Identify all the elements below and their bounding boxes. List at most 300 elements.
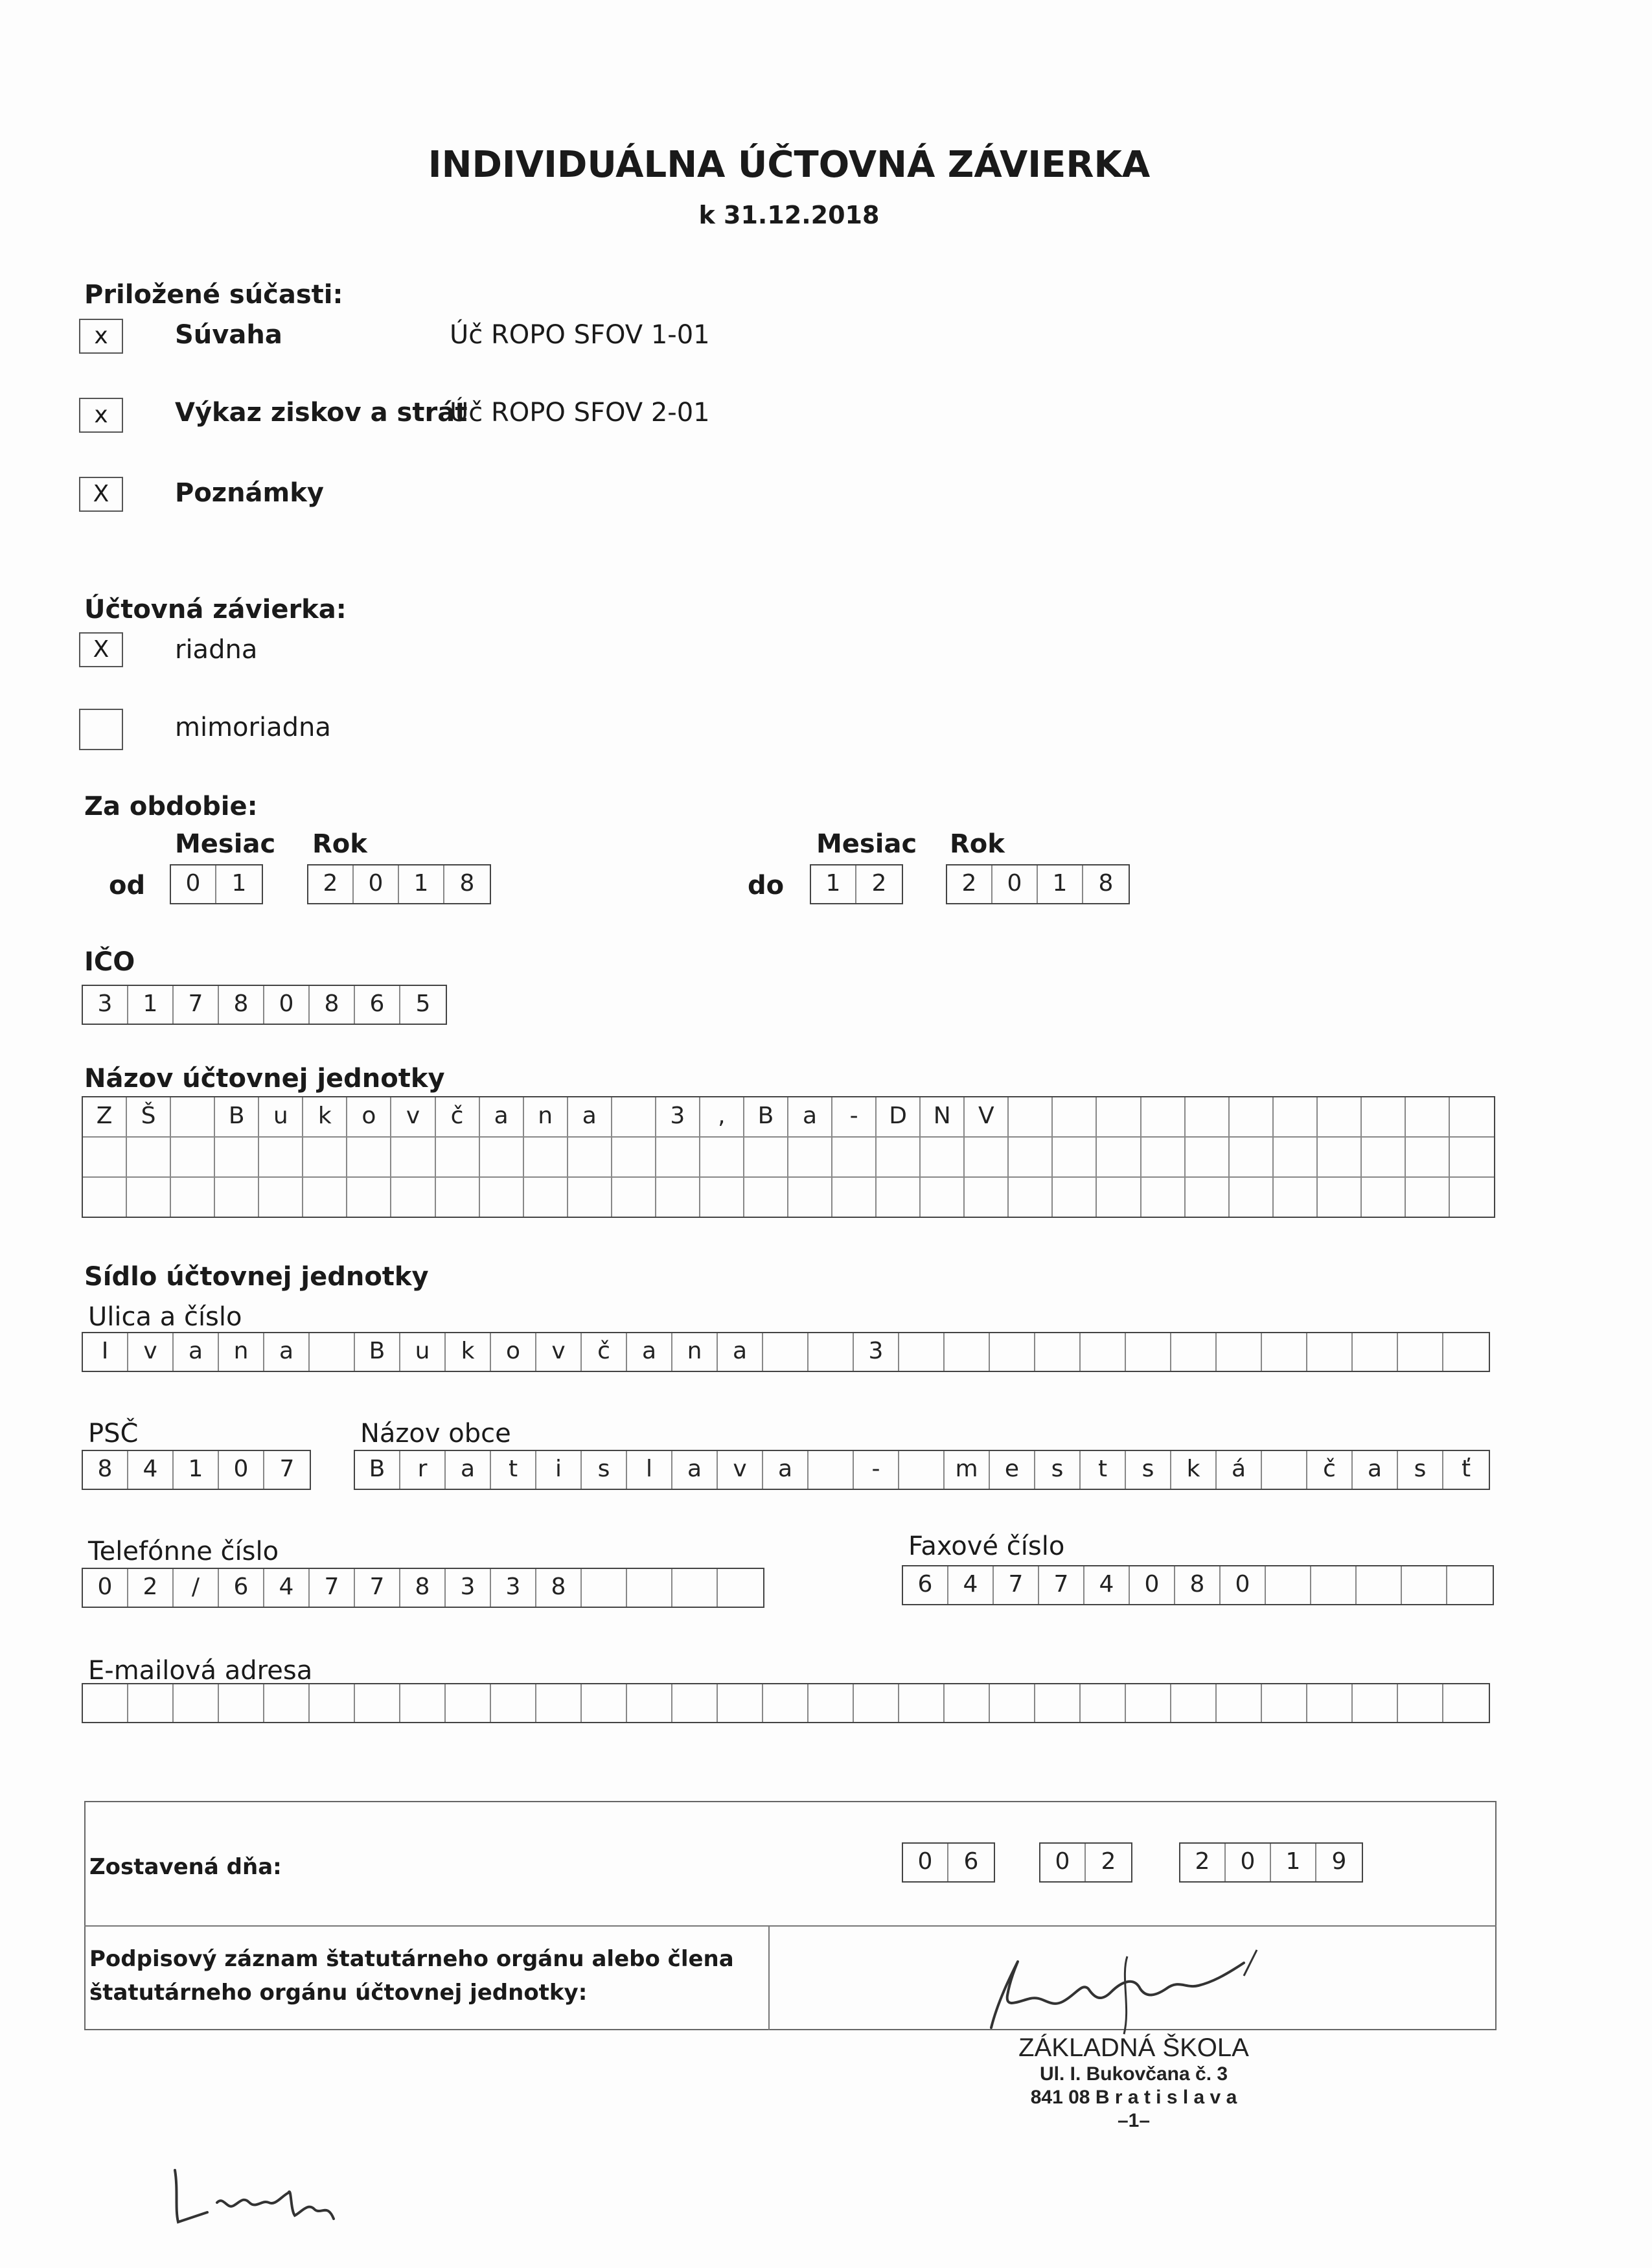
attachment-balance-label: Súvaha	[175, 320, 282, 350]
entity-name-row	[83, 1097, 1494, 1138]
char-cell	[1262, 1684, 1307, 1722]
from-month-field[interactable]	[170, 864, 263, 904]
char-cell	[1097, 1138, 1141, 1176]
psc-field[interactable]	[82, 1450, 311, 1490]
char-cell: 4	[264, 1569, 310, 1607]
char-cell	[1353, 1684, 1398, 1722]
char-cell: a	[718, 1333, 763, 1371]
char-cell	[1081, 1333, 1126, 1371]
signature-label-line1: Podpisový záznam štatutárneho orgánu alebo člena	[89, 1946, 734, 1972]
char-cell	[83, 1684, 128, 1722]
char-cell: a	[1353, 1451, 1398, 1489]
char-cell	[303, 1138, 347, 1176]
stamp-line1: ZÁKLADNÁ ŠKOLA	[1018, 2033, 1249, 2062]
char-cell	[744, 1138, 788, 1176]
stamp-line2: Ul. I. Bukovčana č. 3	[1039, 2063, 1228, 2085]
char-cell: 7	[355, 1569, 400, 1607]
char-cell	[700, 1178, 744, 1217]
char-cell: č	[436, 1097, 480, 1136]
digit-cell: 2	[871, 870, 887, 897]
char-cell	[1081, 1684, 1126, 1722]
char-cell	[656, 1178, 700, 1217]
char-cell	[219, 1684, 264, 1722]
char-cell: 7	[279, 1456, 295, 1482]
char-cell	[1311, 1566, 1357, 1604]
char-cell	[310, 1333, 355, 1371]
digit-cell: 0	[171, 865, 216, 903]
char-cell	[832, 1178, 877, 1217]
digit-cell: 1	[128, 986, 174, 1024]
street-field[interactable]	[82, 1332, 1490, 1372]
char-cell	[921, 1138, 965, 1176]
char-cell: Z	[83, 1097, 127, 1136]
char-cell: á	[1217, 1451, 1262, 1489]
char-cell	[391, 1138, 435, 1176]
char-cell	[877, 1138, 921, 1176]
phone-label: Telefónne číslo	[88, 1537, 279, 1566]
char-cell	[536, 1684, 582, 1722]
char-cell	[945, 1333, 990, 1371]
char-cell	[83, 1178, 127, 1217]
compilation-divider	[84, 1925, 1497, 1927]
char-cell: 8	[1175, 1566, 1221, 1604]
char-cell: n	[672, 1333, 718, 1371]
compiled-label: Zostavená dňa:	[89, 1854, 282, 1880]
char-cell: 6	[903, 1566, 948, 1604]
char-cell	[1398, 1333, 1443, 1371]
digit-cell: 0	[903, 1844, 948, 1881]
char-cell	[1217, 1333, 1262, 1371]
stamp-line4: –1–	[1117, 2110, 1151, 2131]
char-cell	[1266, 1566, 1311, 1604]
char-cell	[1171, 1684, 1217, 1722]
char-cell: -	[832, 1097, 877, 1136]
char-cell	[491, 1684, 536, 1722]
document-title: INDIVIDUÁLNA ÚČTOVNÁ ZÁVIERKA	[428, 144, 1151, 186]
char-cell	[171, 1138, 215, 1176]
char-cell	[809, 1684, 854, 1722]
char-cell	[1053, 1097, 1097, 1136]
char-cell	[1357, 1566, 1402, 1604]
char-cell	[568, 1178, 612, 1217]
char-cell: v	[536, 1333, 582, 1371]
char-cell	[1186, 1178, 1230, 1217]
char-cell	[303, 1178, 347, 1217]
char-cell: v	[391, 1097, 435, 1136]
char-cell	[1262, 1451, 1307, 1489]
char-cell: 6	[219, 1569, 264, 1607]
char-cell: o	[491, 1333, 536, 1371]
char-cell	[127, 1178, 171, 1217]
char-cell	[1009, 1097, 1053, 1136]
attachments-heading: Priložené súčasti:	[84, 280, 343, 310]
char-cell: 3	[656, 1097, 700, 1136]
digit-cell: 6	[963, 1848, 979, 1875]
char-cell	[480, 1138, 524, 1176]
ico-field[interactable]	[82, 985, 447, 1025]
char-cell	[582, 1569, 627, 1607]
phone-field[interactable]	[82, 1568, 764, 1608]
char-cell	[1318, 1097, 1362, 1136]
char-cell	[1126, 1333, 1171, 1371]
entity-name-label: Názov účtovnej jednotky	[84, 1064, 445, 1094]
char-cell	[1362, 1178, 1406, 1217]
digit-cell: 0	[1040, 1844, 1086, 1881]
char-cell	[264, 1684, 310, 1722]
char-cell	[672, 1684, 718, 1722]
digit-cell: 9	[1331, 1848, 1347, 1875]
char-cell	[1450, 1178, 1494, 1217]
char-cell: a	[264, 1333, 310, 1371]
from-label: od	[109, 871, 146, 900]
char-cell	[436, 1178, 480, 1217]
char-cell: 0	[1130, 1566, 1175, 1604]
char-cell	[1447, 1566, 1493, 1604]
char-cell: n	[524, 1097, 568, 1136]
char-cell: u	[400, 1333, 446, 1371]
attachment-balance-checkbox[interactable]: x	[79, 319, 123, 354]
char-cell	[1362, 1138, 1406, 1176]
char-cell: a	[174, 1333, 219, 1371]
char-cell	[1097, 1178, 1141, 1217]
digit-cell: 1	[811, 865, 856, 903]
char-cell	[1009, 1178, 1053, 1217]
char-cell	[1230, 1178, 1274, 1217]
char-cell	[436, 1138, 480, 1176]
char-cell	[1450, 1138, 1494, 1176]
psc-label: PSČ	[88, 1419, 139, 1449]
digit-cell: 1	[231, 870, 247, 897]
char-cell	[1186, 1138, 1230, 1176]
digit-cell: 8	[219, 986, 264, 1024]
char-cell: s	[1398, 1451, 1443, 1489]
char-cell: 7	[994, 1566, 1039, 1604]
char-cell	[1406, 1138, 1450, 1176]
char-cell	[1406, 1178, 1450, 1217]
char-cell	[215, 1178, 259, 1217]
char-cell	[347, 1138, 391, 1176]
char-cell: Š	[127, 1097, 171, 1136]
digit-cell: 3	[83, 986, 128, 1024]
digit-cell: 1	[1271, 1844, 1316, 1881]
fax-label: Faxové číslo	[908, 1531, 1065, 1561]
digit-cell: 2	[308, 865, 354, 903]
char-cell	[524, 1138, 568, 1176]
char-cell: I	[83, 1333, 128, 1371]
char-cell: a	[627, 1333, 672, 1371]
char-cell	[400, 1684, 446, 1722]
attachment-balance-code: Úč ROPO SFOV 1-01	[450, 320, 710, 350]
entity-name-row	[83, 1138, 1494, 1178]
char-cell	[809, 1333, 854, 1371]
char-cell: s	[1035, 1451, 1081, 1489]
char-cell	[627, 1569, 672, 1607]
char-cell	[854, 1684, 899, 1722]
char-cell: a	[480, 1097, 524, 1136]
char-cell	[1171, 1333, 1217, 1371]
char-cell	[480, 1178, 524, 1217]
from-year-field[interactable]	[307, 864, 491, 904]
signature-divider	[768, 1925, 770, 2030]
char-cell: s	[1126, 1451, 1171, 1489]
char-cell: v	[718, 1451, 763, 1489]
char-cell: n	[219, 1333, 264, 1371]
email-label: E-mailová adresa	[88, 1656, 313, 1686]
char-cell	[1318, 1178, 1362, 1217]
char-cell: 4	[1084, 1566, 1130, 1604]
char-cell	[1035, 1333, 1081, 1371]
digit-cell: 0	[354, 865, 399, 903]
char-cell: 4	[128, 1451, 174, 1489]
compiled-year-field[interactable]	[1179, 1842, 1363, 1883]
char-cell	[1009, 1138, 1053, 1176]
char-cell	[1318, 1138, 1362, 1176]
char-cell	[656, 1138, 700, 1176]
char-cell	[310, 1684, 355, 1722]
char-cell	[718, 1569, 763, 1607]
char-cell	[1141, 1178, 1186, 1217]
digit-cell: 2	[1101, 1848, 1116, 1875]
char-cell	[899, 1451, 945, 1489]
attachment-pl-checkbox[interactable]: x	[79, 398, 123, 433]
char-cell	[391, 1178, 435, 1217]
char-cell	[965, 1138, 1009, 1176]
char-cell	[718, 1684, 763, 1722]
char-cell	[259, 1178, 303, 1217]
char-cell: D	[877, 1097, 921, 1136]
digit-cell: 8	[459, 870, 475, 897]
digit-cell: 2	[947, 865, 992, 903]
closing-regular-checkbox[interactable]: X	[79, 632, 123, 667]
char-cell	[788, 1138, 832, 1176]
char-cell	[1443, 1684, 1489, 1722]
digit-cell: 6	[355, 986, 400, 1024]
char-cell: o	[347, 1097, 391, 1136]
closing-regular-label: riadna	[175, 635, 258, 665]
char-cell: 0	[1221, 1566, 1266, 1604]
char-cell	[1398, 1684, 1443, 1722]
entity-name-field[interactable]	[82, 1096, 1495, 1218]
char-cell: 0	[219, 1451, 264, 1489]
char-cell	[446, 1684, 491, 1722]
char-cell	[1450, 1097, 1494, 1136]
char-cell	[1274, 1138, 1318, 1176]
document-date: k 31.12.2018	[698, 201, 880, 229]
digit-cell: 5	[415, 991, 431, 1017]
char-cell: a	[788, 1097, 832, 1136]
from-year-label: Rok	[312, 829, 367, 859]
char-cell	[809, 1451, 854, 1489]
fax-field[interactable]	[902, 1565, 1494, 1605]
char-cell	[524, 1178, 568, 1217]
to-year-field[interactable]	[946, 864, 1130, 904]
char-cell	[945, 1684, 990, 1722]
email-field[interactable]	[82, 1683, 1490, 1723]
char-cell: ť	[1461, 1456, 1471, 1482]
char-cell	[763, 1684, 809, 1722]
attachment-notes-label: Poznámky	[175, 478, 324, 508]
to-label: do	[748, 871, 785, 900]
closing-heading: Účtovná závierka:	[84, 595, 347, 624]
char-cell: e	[990, 1451, 1035, 1489]
char-cell	[744, 1178, 788, 1217]
char-cell: B	[215, 1097, 259, 1136]
char-cell: 4	[948, 1566, 994, 1604]
digit-cell: 8	[310, 986, 355, 1024]
digit-cell: 2	[1180, 1844, 1226, 1881]
char-cell	[1274, 1178, 1318, 1217]
char-cell	[1053, 1138, 1097, 1176]
char-cell: a	[763, 1451, 809, 1489]
char-cell: 3	[854, 1333, 899, 1371]
char-cell: 2	[128, 1569, 174, 1607]
char-cell	[965, 1178, 1009, 1217]
char-cell	[1307, 1684, 1353, 1722]
ico-label: IČO	[84, 947, 135, 977]
char-cell	[612, 1138, 656, 1176]
digit-cell: 8	[1098, 870, 1114, 897]
char-cell: B	[355, 1333, 400, 1371]
char-cell	[627, 1684, 672, 1722]
char-cell	[128, 1684, 174, 1722]
char-cell	[1274, 1097, 1318, 1136]
char-cell	[1230, 1138, 1274, 1176]
char-cell: č	[1307, 1451, 1353, 1489]
char-cell: l	[627, 1451, 672, 1489]
char-cell: 1	[174, 1451, 219, 1489]
char-cell	[83, 1138, 127, 1176]
char-cell	[1035, 1684, 1081, 1722]
char-cell: v	[128, 1333, 174, 1371]
char-cell	[1141, 1138, 1186, 1176]
handwritten-initials	[162, 2157, 356, 2235]
stamp-line3: 841 08 B r a t i s l a v a	[1030, 2087, 1237, 2108]
compiled-month-field[interactable]	[1039, 1842, 1132, 1883]
char-cell: a	[446, 1451, 491, 1489]
char-cell	[127, 1138, 171, 1176]
char-cell	[672, 1569, 718, 1607]
char-cell	[1141, 1097, 1186, 1136]
to-month-label: Mesiac	[816, 829, 917, 859]
digit-cell: 0	[992, 865, 1038, 903]
char-cell	[612, 1097, 656, 1136]
char-cell	[1053, 1178, 1097, 1217]
char-cell	[990, 1333, 1035, 1371]
signature-label-line2: štatutárneho orgánu účtovnej jednotky:	[89, 1980, 588, 2006]
char-cell: r	[400, 1451, 446, 1489]
char-cell	[171, 1178, 215, 1217]
compiled-day-field[interactable]	[902, 1842, 995, 1883]
char-cell: č	[582, 1333, 627, 1371]
char-cell	[568, 1138, 612, 1176]
char-cell: m	[945, 1451, 990, 1489]
char-cell	[1362, 1097, 1406, 1136]
char-cell	[1097, 1097, 1141, 1136]
street-label: Ulica a číslo	[88, 1302, 242, 1332]
char-cell	[612, 1178, 656, 1217]
char-cell	[215, 1138, 259, 1176]
char-cell	[899, 1684, 945, 1722]
char-cell: 3	[491, 1569, 536, 1607]
char-cell	[877, 1178, 921, 1217]
char-cell: N	[921, 1097, 965, 1136]
char-cell	[1230, 1097, 1274, 1136]
handwritten-signature	[972, 1937, 1283, 2047]
char-cell: 8	[400, 1569, 446, 1607]
char-cell: t	[1081, 1451, 1126, 1489]
char-cell	[1406, 1097, 1450, 1136]
char-cell: /	[174, 1569, 219, 1607]
char-cell: 7	[1039, 1566, 1084, 1604]
char-cell: t	[491, 1451, 536, 1489]
char-cell: k	[1171, 1451, 1217, 1489]
char-cell	[763, 1333, 809, 1371]
char-cell: 3	[446, 1569, 491, 1607]
seat-heading: Sídlo účtovnej jednotky	[84, 1262, 429, 1292]
closing-extraordinary-checkbox[interactable]	[79, 709, 123, 750]
char-cell	[832, 1138, 877, 1176]
from-month-label: Mesiac	[175, 829, 276, 859]
char-cell	[1217, 1684, 1262, 1722]
char-cell	[921, 1178, 965, 1217]
attachment-notes-checkbox[interactable]: X	[79, 477, 123, 512]
char-cell	[1126, 1684, 1171, 1722]
char-cell	[171, 1097, 215, 1136]
city-label: Názov obce	[360, 1419, 511, 1449]
char-cell: 7	[310, 1569, 355, 1607]
char-cell: a	[568, 1097, 612, 1136]
closing-extraordinary-label: mimoriadna	[175, 713, 331, 742]
char-cell	[355, 1684, 400, 1722]
attachment-pl-code: Úč ROPO SFOV 2-01	[450, 398, 710, 428]
char-cell: B	[744, 1097, 788, 1136]
char-cell: B	[355, 1451, 400, 1489]
to-year-label: Rok	[950, 829, 1005, 859]
digit-cell: 0	[264, 986, 310, 1024]
char-cell	[1262, 1333, 1307, 1371]
char-cell	[899, 1333, 945, 1371]
digit-cell: 0	[1226, 1844, 1271, 1881]
char-cell: 0	[83, 1569, 128, 1607]
char-cell: s	[582, 1451, 627, 1489]
entity-name-row	[83, 1178, 1494, 1217]
char-cell	[700, 1138, 744, 1176]
char-cell: i	[536, 1451, 582, 1489]
char-cell	[1186, 1097, 1230, 1136]
char-cell	[1402, 1566, 1447, 1604]
city-field[interactable]	[354, 1450, 1490, 1490]
period-heading: Za obdobie:	[84, 792, 258, 821]
char-cell: u	[259, 1097, 303, 1136]
char-cell: k	[303, 1097, 347, 1136]
char-cell	[1353, 1333, 1398, 1371]
attachment-pl-label: Výkaz ziskov a strát	[175, 398, 468, 428]
char-cell	[1443, 1333, 1489, 1371]
char-cell	[990, 1684, 1035, 1722]
char-cell	[788, 1178, 832, 1217]
digit-cell: 7	[174, 986, 219, 1024]
char-cell	[174, 1684, 219, 1722]
to-month-field[interactable]	[810, 864, 903, 904]
char-cell	[1307, 1333, 1353, 1371]
char-cell	[582, 1684, 627, 1722]
char-cell	[347, 1178, 391, 1217]
char-cell: -	[854, 1451, 899, 1489]
digit-cell: 1	[399, 865, 444, 903]
char-cell: V	[965, 1097, 1009, 1136]
char-cell: 8	[536, 1569, 582, 1607]
char-cell: k	[446, 1333, 491, 1371]
